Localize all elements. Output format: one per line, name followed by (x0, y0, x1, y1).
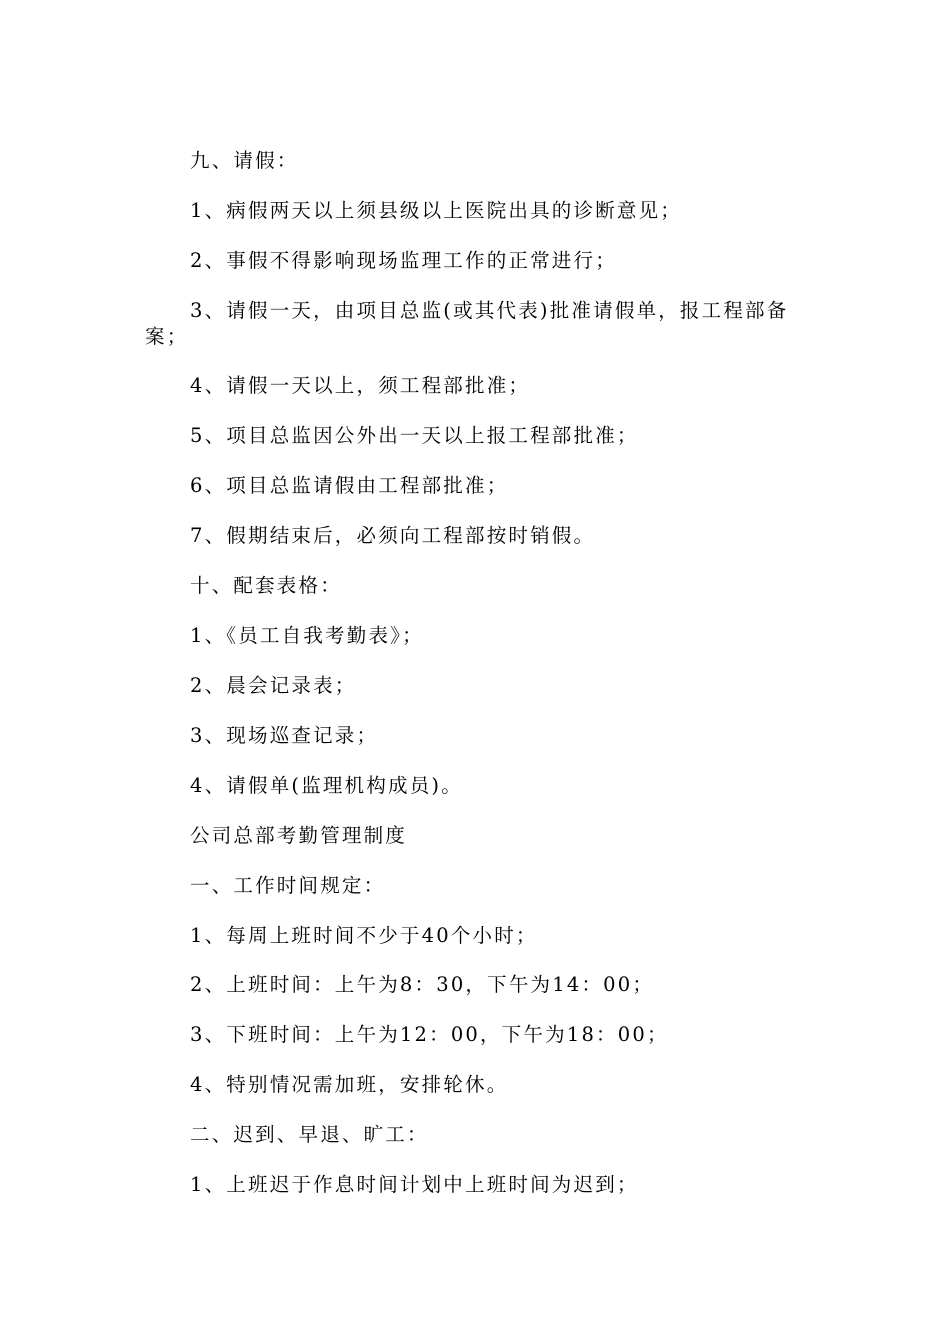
paragraph: 4、特别情况需加班，安排轮休。 (190, 1073, 509, 1096)
section-heading-work-hours: 一、工作时间规定： (190, 874, 386, 897)
paragraph: 5、项目总监因公外出一天以上报工程部批准； (190, 424, 639, 447)
document-subtitle: 公司总部考勤管理制度 (190, 824, 408, 847)
section-heading-leave: 九、请假： (190, 149, 299, 172)
paragraph: 2、事假不得影响现场监理工作的正常进行； (190, 249, 617, 272)
paragraph: 4、请假一天以上，须工程部批准； (190, 374, 531, 397)
section-heading-lateness: 二、迟到、早退、旷工： (190, 1123, 429, 1146)
paragraph: 2、晨会记录表； (190, 674, 357, 697)
paragraph: 4、请假单(监理机构成员)。 (190, 774, 463, 797)
paragraph: 1、每周上班时间不少于40个小时； (190, 924, 538, 947)
paragraph: 3、请假一天，由项目总监(或其代表)批准请假单，报工程部备案； (145, 299, 789, 348)
paragraph: 6、项目总监请假由工程部批准； (190, 474, 509, 497)
paragraph: 2、上班时间：上午为8：30，下午为14：00； (190, 973, 655, 996)
paragraph: 1、上班迟于作息时间计划中上班时间为迟到； (190, 1173, 639, 1196)
paragraph: 1、《员工自我考勤表》； (190, 624, 424, 647)
section-heading-forms: 十、配套表格： (190, 574, 342, 597)
paragraph: 1、病假两天以上须县级以上医院出具的诊断意见； (190, 199, 683, 222)
paragraph: 3、现场巡查记录； (190, 724, 379, 747)
paragraph: 7、假期结束后，必须向工程部按时销假。 (190, 524, 596, 547)
paragraph: 3、下班时间：上午为12：00，下午为18：00； (190, 1023, 669, 1046)
